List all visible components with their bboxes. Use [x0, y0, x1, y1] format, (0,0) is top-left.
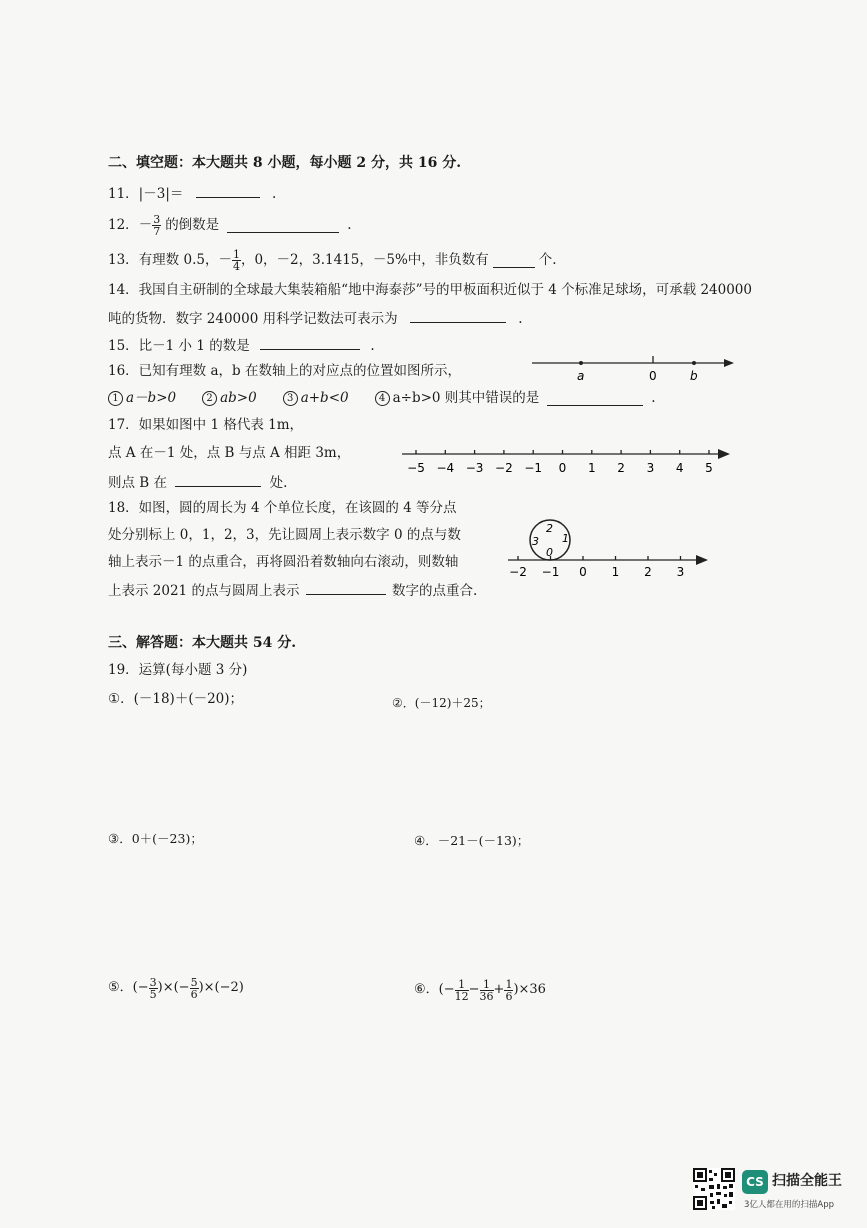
q12-text: 的倒数是 — [165, 217, 220, 233]
question-13 — [108, 245, 557, 275]
question-14-line2 — [108, 308, 523, 328]
q16-end: . — [651, 390, 656, 406]
q17-line3-post: 处. — [269, 475, 288, 491]
q19-p5-frac1-den: 5 — [149, 987, 157, 1001]
q11-text: 11．|－3|＝ — [108, 186, 184, 202]
q17-tick-label: 5 — [705, 461, 713, 475]
watermark-tagline: 3亿人都在用的扫描App — [744, 1200, 835, 1210]
q17-tick-label: −1 — [524, 461, 543, 475]
question-17-line3 — [108, 472, 287, 492]
q18-line4-pre: 上表示 2021 的点与圆周上表示 — [108, 583, 300, 599]
question-11 — [108, 183, 276, 203]
q19-part-6: ⑥． (− $\frac{1}{12}$ − $\frac{1}{36}$ + $\frac{1}{6}$ ) ×36 — [414, 977, 546, 1003]
q16-opt1-mark: 1 — [108, 391, 123, 406]
q12-sign: － — [138, 217, 153, 233]
q19-p5-frac2 — [190, 977, 199, 1000]
q16-opt4-mark: 4 — [375, 391, 390, 406]
q18-diagram — [504, 512, 720, 584]
q11-end: . — [271, 186, 277, 202]
q15-answer-blank[interactable] — [260, 335, 360, 350]
q17-tick-label: 1 — [587, 461, 596, 475]
q19-p6-frac3 — [504, 979, 513, 1002]
q13-post: ，0，－2，3.1415，－5%中，非负数有 — [240, 252, 489, 268]
q17-tick-label: 3 — [646, 461, 655, 475]
q16-answer-blank[interactable] — [547, 391, 643, 406]
q19-p6-frac1-num: 1 — [455, 979, 469, 991]
q19-p5-frac1-num: 3 — [149, 975, 157, 989]
q18-axis-arrow — [696, 555, 708, 565]
question-18-line4 — [108, 580, 477, 600]
q17-tick-label: −5 — [407, 461, 425, 475]
q16-point-a — [579, 361, 583, 365]
q13-end: 个. — [538, 252, 557, 268]
q19-p6-frac2 — [480, 979, 494, 1002]
q18-circle-label-3: 3 — [532, 535, 539, 548]
question-18-line1: 18．如图，圆的周长为 4 个单位长度，在该圆的 4 等分点 — [108, 500, 457, 516]
q14-answer-blank[interactable] — [410, 308, 506, 323]
section-2-heading: 二、填空题：本大题共 8 小题，每小题 2 分，共 16 分. — [108, 155, 462, 171]
q12-fraction — [152, 214, 161, 237]
q12-answer-blank[interactable] — [227, 218, 339, 233]
q19-part-1: ①．(－18)＋(－20)； — [108, 691, 244, 707]
q12-frac-num: 3 — [153, 212, 161, 226]
q18-tick-label: 1 — [611, 565, 620, 579]
q15-text: 15．比－1 小 1 的数是 — [108, 338, 250, 354]
q19-p6-frac1 — [455, 979, 469, 1002]
q17-answer-blank[interactable] — [175, 472, 261, 487]
q16-opt3-mark: 3 — [283, 391, 298, 406]
q19-part-5: ⑤． (− $\frac{3}{5}$ )×(− $\frac{5}{6}$ ) ×(−2) — [108, 975, 244, 1001]
section-3-heading: 三、解答题：本大题共 54 分. — [108, 635, 297, 651]
q19-p6-tail: ×36 — [518, 982, 546, 997]
q13-pre: 有理数 0.5，－ — [138, 252, 232, 268]
q19-p6-frac2-den: 36 — [479, 989, 494, 1003]
q12-num: 12． — [108, 217, 139, 233]
q17-tick-label: 0 — [558, 461, 567, 475]
q18-tick-label: 3 — [676, 565, 685, 579]
q19-p5-frac2-num: 5 — [190, 975, 198, 989]
q16-opt1: a－b>0 — [126, 390, 177, 406]
q18-circle-label-0: 0 — [546, 546, 553, 559]
q13-frac-den: 4 — [232, 259, 240, 273]
qr-code-icon — [693, 1168, 735, 1210]
q17-tick-label: −2 — [495, 461, 513, 475]
q16-opt4: a÷b>0 则其中错误的是 — [392, 390, 540, 406]
q17-tick-label: −3 — [465, 461, 484, 475]
question-17-line2: 点 A 在－1 处，点 B 与点 A 相距 3m， — [108, 445, 351, 461]
q19-title: 19．运算(每小题 3 分) — [108, 662, 248, 678]
question-18-line3: 轴上表示－1 的点重合，再将圆沿着数轴向右滚动，则数轴 — [108, 554, 459, 570]
question-18-line2: 处分别标上 0，1，2，3，先让圆周上表示数字 0 的点与数 — [108, 527, 461, 543]
q18-circle-label-2: 2 — [546, 522, 553, 535]
q19-part-4: ④．－21－(－13)； — [414, 833, 530, 848]
q17-number-line — [396, 440, 736, 478]
q18-tick-label: −1 — [541, 565, 560, 579]
q13-fraction — [232, 249, 241, 272]
question-15 — [108, 335, 375, 355]
watermark-app-name: 扫描全能王 — [772, 1173, 842, 1189]
q19-p6-frac3-num: 1 — [505, 977, 513, 991]
q19-part-3: ③．0＋(－23)； — [108, 831, 203, 846]
q18-tick-label: −2 — [509, 565, 527, 579]
question-12 — [108, 210, 351, 240]
q16-opt2: ab>0 — [220, 390, 257, 406]
q16-opt2-mark: 2 — [202, 391, 217, 406]
q16-number-line — [528, 350, 738, 386]
q18-circle-label-1: 1 — [562, 532, 569, 545]
q16-label-0: 0 — [649, 369, 657, 383]
q19-p6-frac2-num: 1 — [480, 979, 494, 991]
q19-p5-frac1 — [149, 977, 158, 1000]
q18-tick-label: 2 — [644, 565, 652, 579]
q13-frac-num: 1 — [232, 247, 240, 261]
q15-end: . — [370, 338, 375, 354]
q12-frac-den: 7 — [153, 224, 161, 238]
q12-end: . — [347, 217, 352, 233]
q17-tick-label: 2 — [617, 461, 625, 475]
q19-p6-frac3-den: 6 — [505, 989, 513, 1003]
q18-answer-blank[interactable] — [306, 580, 386, 595]
question-16-line1: 16．已知有理数 a，b 在数轴上的对应点的位置如图所示， — [108, 363, 461, 379]
q19-p5-frac2-den: 6 — [190, 987, 198, 1001]
q16-point-b — [692, 361, 696, 365]
q19-p5-mark: ⑤． — [108, 980, 133, 995]
question-14-line1: 14．我国自主研制的全球最大集装箱船“地中海泰莎”号的甲板面积近似于 4 个标准足球场，可承载 240000 — [108, 282, 752, 298]
question-16-options — [108, 389, 656, 407]
q14-end: . — [518, 311, 523, 327]
q19-p5-tail: ×(−2) — [203, 980, 244, 995]
q18-tick-label: 0 — [579, 565, 587, 579]
q17-tick-label: 4 — [675, 461, 684, 475]
q19-p6-frac1-den: 12 — [454, 989, 469, 1003]
q16-axis-arrow — [724, 359, 734, 367]
q18-line4-post: 数字的点重合. — [392, 583, 478, 599]
q13-answer-blank[interactable] — [493, 253, 535, 268]
q13-num: 13． — [108, 252, 139, 268]
q19-p6-mark: ⑥． — [414, 982, 439, 997]
q16-label-b: b — [690, 369, 698, 383]
question-17-line1: 17．如果如图中 1 格代表 1m， — [108, 417, 304, 433]
camscanner-logo-icon: CS — [742, 1170, 768, 1194]
q17-tick-label: −4 — [436, 461, 455, 475]
q14-line2-text: 吨的货物．数字 240000 用科学记数法可表示为 — [108, 311, 398, 327]
q11-answer-blank[interactable] — [196, 183, 260, 198]
q17-line3-pre: 则点 B 在 — [108, 475, 168, 491]
q16-label-a: a — [577, 369, 585, 383]
q16-opt3: a+b<0 — [300, 390, 349, 406]
q19-part-2: ②．(－12)＋25； — [392, 696, 491, 710]
q17-axis-arrow — [718, 449, 730, 459]
